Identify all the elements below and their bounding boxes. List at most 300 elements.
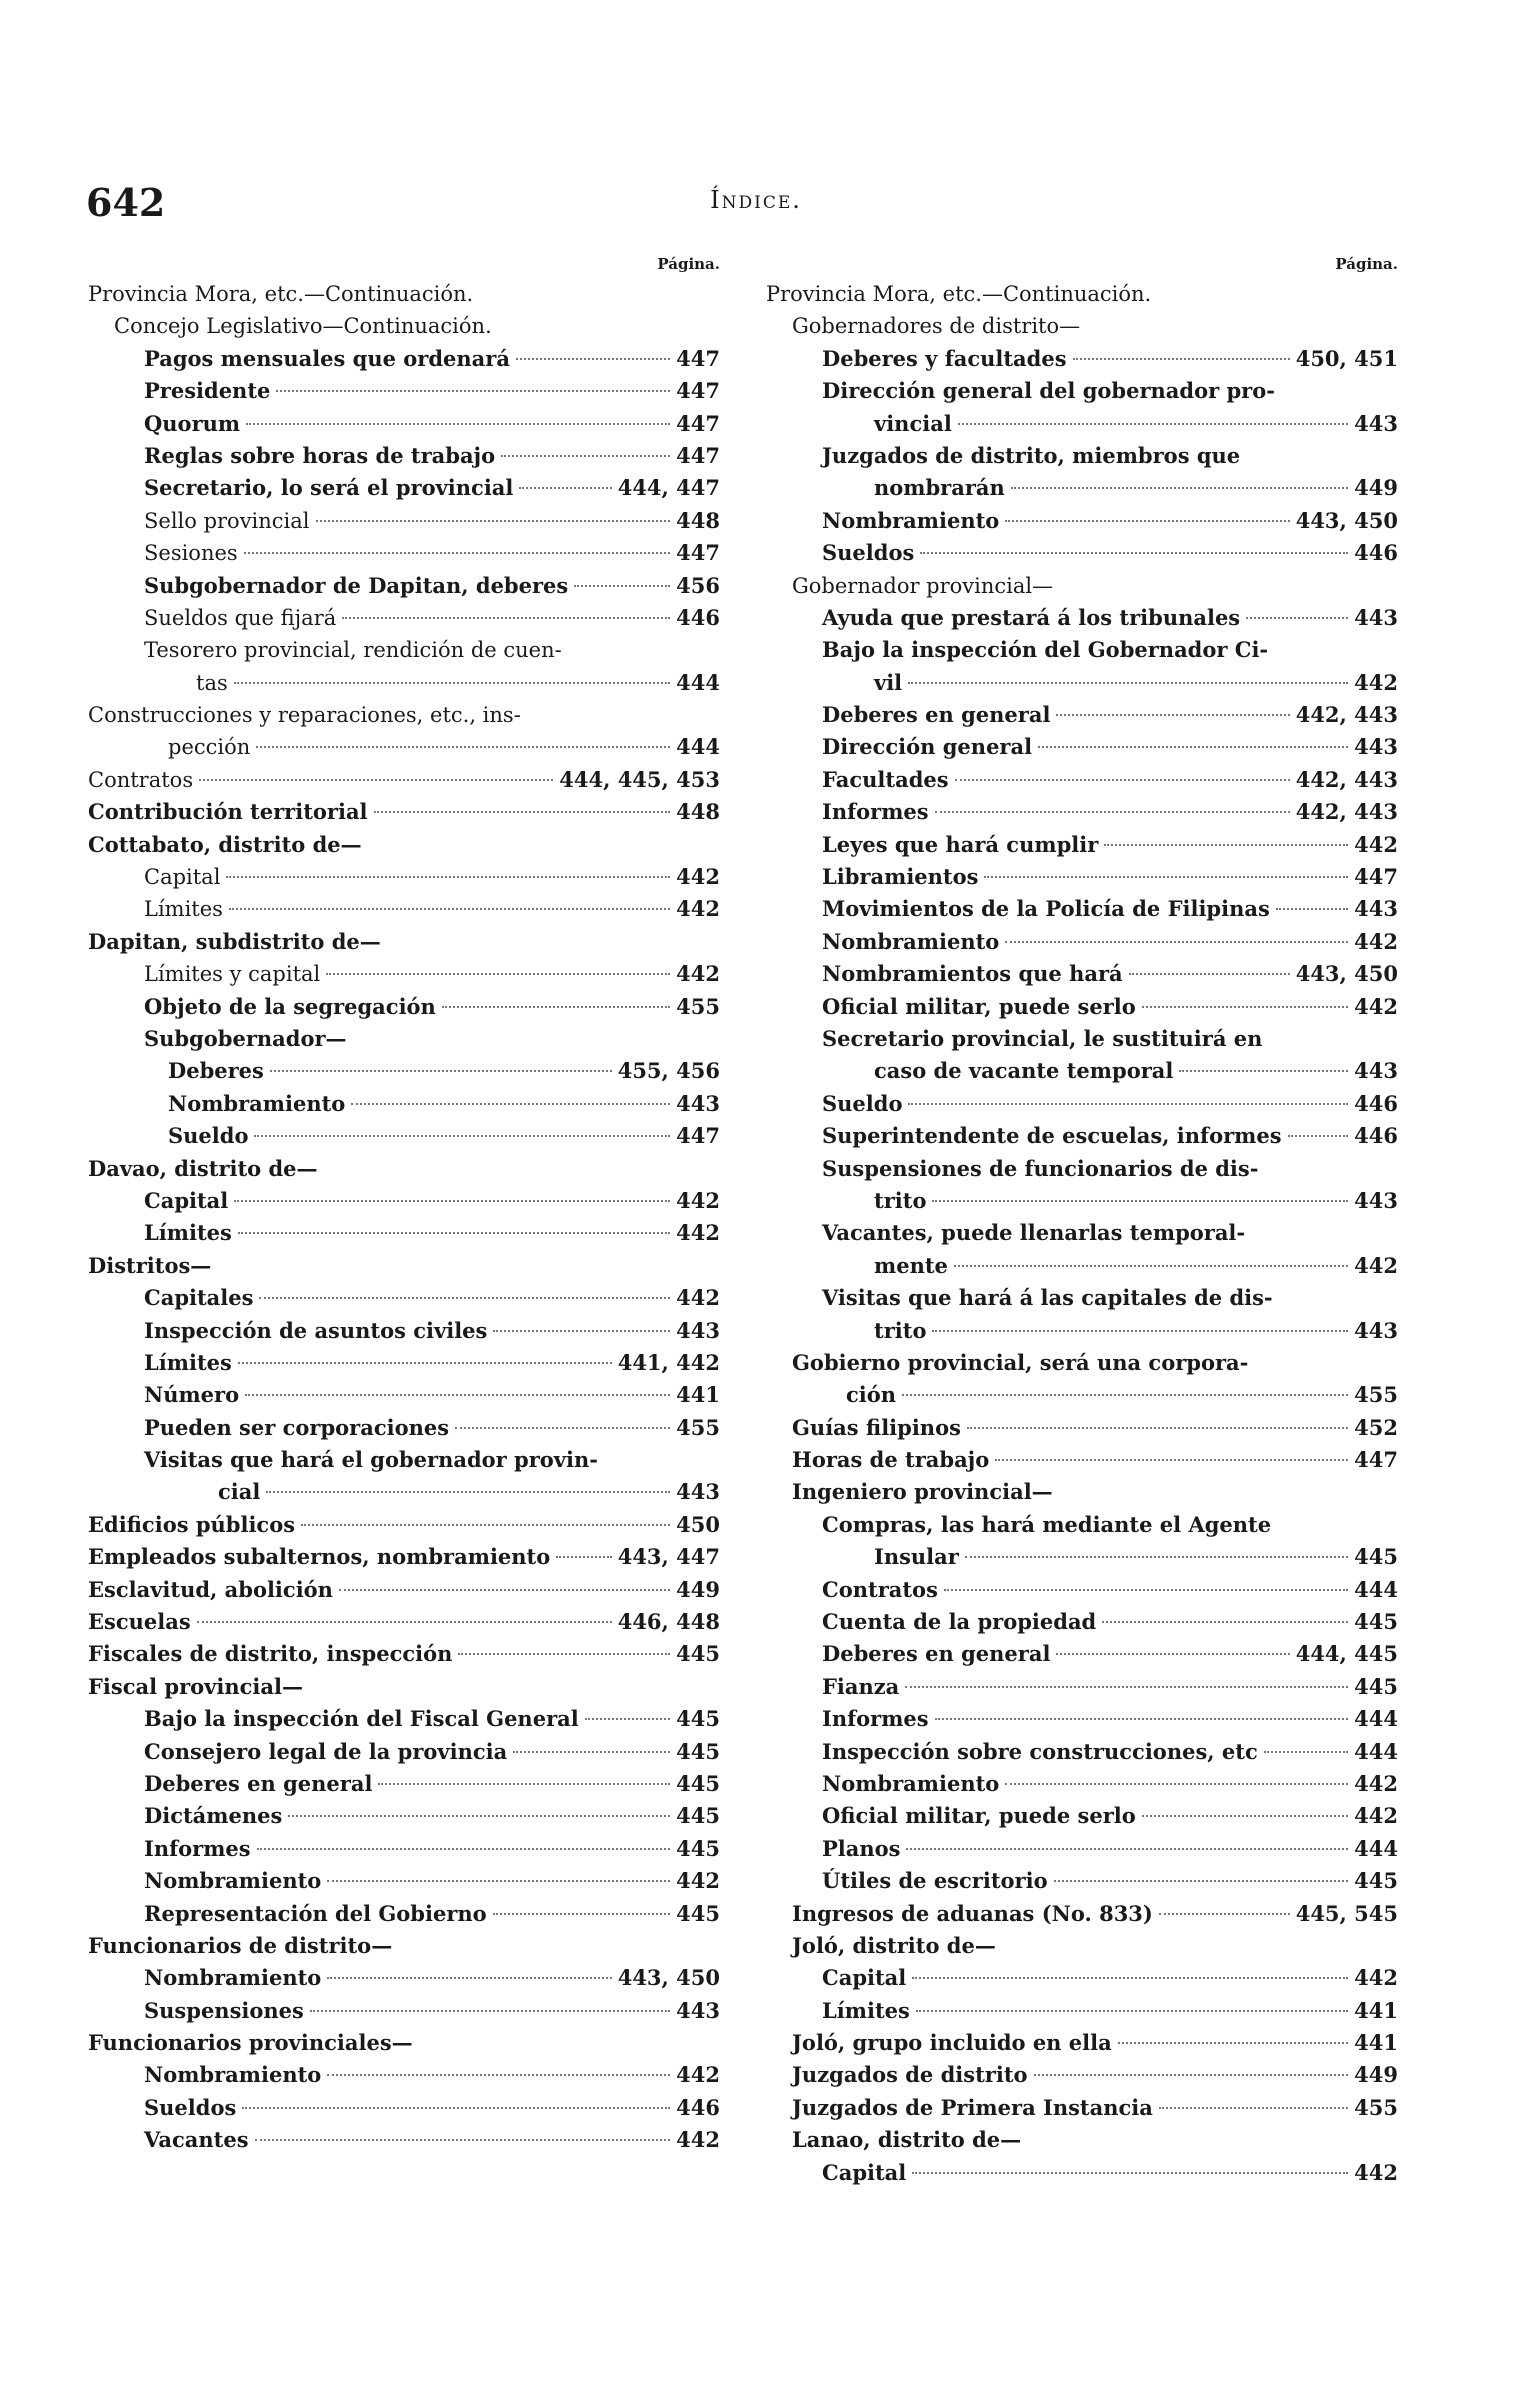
entry-label: Escuelas — [88, 1609, 191, 1635]
entry-label: Dirección general del gobernador pro- — [822, 378, 1275, 404]
entry-page-refs: 442 — [676, 1187, 720, 1213]
index-entry — [766, 1638, 1398, 1670]
dot-leader — [1104, 844, 1348, 846]
entry-page-refs: 446, 448 — [617, 1609, 720, 1635]
entry-label: cial — [218, 1479, 261, 1505]
entry-label: Funcionarios de distrito— — [88, 1932, 393, 1958]
entry-page-refs: 447 — [676, 345, 720, 371]
entry-label: Construcciones y reparaciones, etc., ins- — [88, 703, 521, 728]
dot-leader — [1011, 487, 1348, 489]
index-entry — [88, 408, 720, 440]
index-entry — [88, 1476, 720, 1508]
index-entry — [88, 537, 720, 569]
index-entry — [88, 958, 720, 990]
index-entry — [88, 1509, 720, 1541]
index-entry — [88, 570, 720, 602]
index-entry — [766, 343, 1398, 375]
entry-label: Gobernador provincial— — [792, 573, 1054, 598]
index-entry — [766, 1444, 1398, 1476]
dot-leader — [244, 552, 670, 554]
entry-page-refs: 442 — [676, 864, 720, 890]
index-entry — [766, 1315, 1398, 1347]
entry-label: Suspensiones — [144, 1997, 304, 2023]
dot-leader — [1073, 358, 1290, 360]
index-entry — [766, 893, 1398, 925]
dot-leader — [1288, 1135, 1349, 1137]
entry-page-refs: 443 — [1354, 734, 1398, 760]
entry-label: Límites — [822, 1997, 910, 2023]
entry-page-refs: 447 — [676, 410, 720, 436]
dot-leader — [1129, 973, 1290, 975]
entry-page-refs: 442, 443 — [1295, 799, 1398, 825]
index-entry — [766, 1833, 1398, 1865]
entry-page-refs: 444, 445, 453 — [559, 766, 720, 792]
index-entry — [88, 1962, 720, 1994]
entry-page-refs: 442 — [676, 2127, 720, 2153]
entry-label: Concejo Legislativo—Continuación. — [114, 314, 492, 339]
index-entry — [766, 1768, 1398, 1800]
dot-leader — [955, 779, 1290, 781]
entry-label: Sueldos — [822, 540, 915, 566]
entry-label: Inspección sobre construcciones, etc — [822, 1738, 1258, 1764]
entry-page-refs: 445 — [676, 1738, 720, 1764]
entry-page-refs: 444 — [1354, 1706, 1398, 1732]
entry-page-refs: 444, 445 — [1295, 1641, 1398, 1667]
dot-leader — [995, 1459, 1348, 1461]
index-entry — [766, 472, 1398, 504]
index-entry — [88, 1995, 720, 2027]
index-entry — [88, 1671, 720, 1703]
page-column-label: Página. — [657, 255, 720, 273]
index-entry — [766, 1153, 1398, 1185]
index-entry — [766, 310, 1398, 342]
index-entry — [88, 1898, 720, 1930]
dot-leader — [234, 682, 670, 684]
index-entry — [88, 1055, 720, 1087]
index-entry — [766, 731, 1398, 763]
entry-label: Objeto de la segregación — [144, 993, 436, 1019]
dot-leader — [1159, 2107, 1348, 2109]
dot-leader — [906, 1848, 1348, 1850]
entry-label: Inspección de asuntos civiles — [144, 1317, 488, 1343]
entry-page-refs: 452 — [1354, 1414, 1398, 1440]
entry-page-refs: 445 — [1354, 1673, 1398, 1699]
entry-label: Informes — [822, 799, 929, 825]
entry-page-refs: 442 — [1354, 1770, 1398, 1796]
entry-page-refs: 450 — [676, 1511, 720, 1537]
entry-page-refs: 442 — [1354, 928, 1398, 954]
entry-label: Guías filipinos — [792, 1414, 961, 1440]
index-entry — [88, 1347, 720, 1379]
entry-label: Vacantes — [144, 2127, 249, 2153]
entry-page-refs: 442 — [1354, 831, 1398, 857]
entry-label: Nombramiento — [144, 1868, 322, 1894]
page-header — [86, 180, 1426, 240]
entry-page-refs: 441, 442 — [617, 1349, 720, 1375]
dot-leader — [1179, 1070, 1348, 1072]
dot-leader — [378, 1783, 670, 1785]
index-entry — [766, 1088, 1398, 1120]
index-entry — [766, 1379, 1398, 1411]
index-entry — [88, 1379, 720, 1411]
index-entry — [766, 1606, 1398, 1638]
index-entry — [88, 861, 720, 893]
dot-leader — [984, 876, 1348, 878]
dot-leader — [912, 2172, 1348, 2174]
index-entry — [766, 861, 1398, 893]
entry-page-refs: 444 — [1354, 1738, 1398, 1764]
entry-label: Empleados subalternos, nombramiento — [88, 1544, 551, 1570]
dot-leader — [556, 1556, 611, 1558]
entry-label: ción — [846, 1382, 897, 1408]
index-entry — [88, 1574, 720, 1606]
dot-leader — [967, 1427, 1348, 1429]
entry-page-refs: 442 — [676, 961, 720, 987]
entry-page-refs: 443 — [1354, 1058, 1398, 1084]
entry-page-refs: 442 — [1354, 993, 1398, 1019]
entry-label: Sueldos — [144, 2094, 237, 2120]
dot-leader — [238, 1362, 612, 1364]
dot-leader — [301, 1524, 670, 1526]
dot-leader — [585, 1718, 670, 1720]
entry-page-refs: 442 — [676, 896, 720, 922]
entry-label: Suspensiones de funcionarios de dis- — [822, 1155, 1259, 1181]
entry-page-refs: 442, 443 — [1295, 702, 1398, 728]
index-entry — [766, 1898, 1398, 1930]
dot-leader — [327, 1977, 611, 1979]
index-entry — [766, 1412, 1398, 1444]
dot-leader — [259, 1297, 670, 1299]
entry-page-refs: 456 — [676, 572, 720, 598]
index-entry — [88, 1412, 720, 1444]
dot-leader — [1054, 1880, 1349, 1882]
entry-label: Subgobernador— — [144, 1025, 347, 1051]
entry-page-refs: 450, 451 — [1295, 345, 1398, 371]
entry-label: Dirección general — [822, 734, 1033, 760]
dot-leader — [326, 973, 670, 975]
dot-leader — [1005, 941, 1348, 943]
index-entry — [88, 1023, 720, 1055]
entry-label: Reglas sobre horas de trabajo — [144, 442, 496, 468]
entry-page-refs: 443 — [676, 1997, 720, 2023]
index-entry — [88, 796, 720, 828]
entry-page-refs: 446 — [1354, 1123, 1398, 1149]
index-entry — [88, 1315, 720, 1347]
entry-label: Joló, distrito de— — [792, 1932, 996, 1958]
dot-leader — [229, 908, 670, 910]
index-entry — [766, 1865, 1398, 1897]
entry-label: Capital — [144, 1187, 229, 1213]
entry-page-refs: 442 — [676, 1868, 720, 1894]
dot-leader — [288, 1815, 670, 1817]
index-entry — [88, 1217, 720, 1249]
entry-page-refs: 455, 456 — [617, 1058, 720, 1084]
index-entry — [766, 1282, 1398, 1314]
index-entry — [88, 699, 720, 731]
entry-page-refs: 447 — [676, 442, 720, 468]
index-entry — [766, 1055, 1398, 1087]
dot-leader — [920, 552, 1348, 554]
index-entry — [88, 1088, 720, 1120]
dot-leader — [493, 1330, 670, 1332]
entry-page-refs: 448 — [676, 799, 720, 825]
entry-label: Capital — [822, 2159, 907, 2185]
entry-label: Distritos— — [88, 1252, 212, 1278]
entry-page-refs: 447 — [1354, 864, 1398, 890]
entry-label: trito — [874, 1187, 927, 1213]
dot-leader — [493, 1913, 670, 1915]
entry-label: Presidente — [144, 378, 271, 404]
index-entry — [766, 505, 1398, 537]
dot-leader — [574, 585, 670, 587]
entry-label: Número — [144, 1382, 240, 1408]
dot-leader — [1159, 1913, 1290, 1915]
entry-label: Informes — [822, 1706, 929, 1732]
entry-page-refs: 443, 447 — [617, 1544, 720, 1570]
index-entry — [766, 1574, 1398, 1606]
entry-page-refs: 449 — [676, 1576, 720, 1602]
dot-leader — [255, 2139, 671, 2141]
entry-page-refs: 446 — [676, 2094, 720, 2120]
entry-label: Funcionarios provinciales— — [88, 2030, 413, 2056]
entry-page-refs: 441 — [676, 1382, 720, 1408]
index-entry — [88, 375, 720, 407]
entry-page-refs: 445 — [676, 1641, 720, 1667]
entry-label: Edificios públicos — [88, 1511, 296, 1537]
index-entry — [766, 958, 1398, 990]
entry-page-refs: 443, 450 — [1295, 961, 1398, 987]
entry-label: Juzgados de Primera Instancia — [792, 2094, 1153, 2120]
index-entries — [766, 278, 1398, 2189]
dot-leader — [501, 455, 670, 457]
page-column-label: Página. — [1335, 255, 1398, 273]
dot-leader — [916, 2010, 1348, 2012]
index-entry — [88, 472, 720, 504]
index-entry — [766, 667, 1398, 699]
entry-label: Bajo la inspección del Gobernador Ci- — [822, 637, 1269, 663]
index-entry — [88, 667, 720, 699]
entry-page-refs: 442 — [1354, 1965, 1398, 1991]
dot-leader — [342, 617, 670, 619]
entry-page-refs: 445 — [1354, 1868, 1398, 1894]
dot-leader — [954, 1265, 1348, 1267]
entry-page-refs: 443 — [1354, 604, 1398, 630]
entry-label: Nombramiento — [168, 1090, 346, 1116]
entry-label: Límites — [144, 1349, 232, 1375]
entry-label: Horas de trabajo — [792, 1447, 990, 1473]
entry-label: Sueldo — [168, 1123, 249, 1149]
index-entry — [766, 1930, 1398, 1962]
index-entry — [766, 375, 1398, 407]
index-entry — [766, 1509, 1398, 1541]
dot-leader — [1276, 908, 1348, 910]
index-entry — [766, 1962, 1398, 1994]
entry-label: pección — [168, 735, 251, 760]
dot-leader — [965, 1556, 1348, 1558]
index-entry — [766, 1185, 1398, 1217]
entry-label: Nombramiento — [144, 2062, 322, 2088]
dot-leader — [276, 390, 670, 392]
entry-page-refs: 445 — [676, 1770, 720, 1796]
dot-leader — [1005, 520, 1289, 522]
entry-page-refs: 441 — [1354, 1997, 1398, 2023]
entry-page-refs: 443 — [1354, 1317, 1398, 1343]
index-entry — [88, 2092, 720, 2124]
index-entry — [766, 2059, 1398, 2091]
entry-label: Contribución territorial — [88, 799, 368, 825]
entry-label: Informes — [144, 1835, 251, 1861]
index-entry — [88, 1250, 720, 1282]
entry-label: Cuenta de la propiedad — [822, 1609, 1097, 1635]
entry-label: Juzgados de distrito, miembros que — [822, 442, 1241, 468]
index-entry — [766, 2157, 1398, 2189]
entry-label: Nombramiento — [144, 1965, 322, 1991]
entry-page-refs: 443 — [1354, 896, 1398, 922]
dot-leader — [246, 423, 670, 425]
entry-label: Pueden ser corporaciones — [144, 1414, 450, 1440]
entry-label: Nombramiento — [822, 507, 1000, 533]
entry-label: Oficial militar, puede serlo — [822, 993, 1136, 1019]
entry-label: Quorum — [144, 410, 241, 436]
index-entry — [88, 1768, 720, 1800]
entry-page-refs: 446 — [1354, 540, 1398, 566]
entry-page-refs: 443 — [676, 1317, 720, 1343]
dot-leader — [908, 682, 1348, 684]
entry-label: Facultades — [822, 766, 949, 792]
entry-page-refs: 444, 447 — [617, 475, 720, 501]
entry-label: Capital — [822, 1965, 907, 1991]
entry-page-refs: 446 — [1354, 1090, 1398, 1116]
entry-page-refs: 445 — [1354, 1544, 1398, 1570]
entry-label: Vacantes, puede llenarlas temporal- — [822, 1220, 1246, 1246]
dot-leader — [1102, 1621, 1348, 1623]
index-entry — [766, 1541, 1398, 1573]
entry-page-refs: 444 — [1354, 1576, 1398, 1602]
dot-leader — [327, 1880, 670, 1882]
index-entry — [88, 1865, 720, 1897]
index-entry — [88, 1703, 720, 1735]
entry-label: Libramientos — [822, 864, 979, 890]
entry-label: caso de vacante temporal — [874, 1058, 1174, 1084]
entry-page-refs: 443, 450 — [1295, 507, 1398, 533]
dot-leader — [519, 487, 611, 489]
index-entry — [88, 2124, 720, 2156]
index-entries — [88, 278, 720, 2157]
entry-page-refs: 445 — [676, 1803, 720, 1829]
entry-label: Movimientos de la Policía de Filipinas — [822, 896, 1270, 922]
entry-page-refs: 455 — [1354, 2094, 1398, 2120]
entry-label: Visitas que hará á las capitales de dis- — [822, 1285, 1273, 1311]
dot-leader — [935, 1718, 1349, 1720]
entry-page-refs: 442 — [676, 1285, 720, 1311]
entry-label: Deberes en general — [144, 1770, 373, 1796]
index-entry — [766, 2092, 1398, 2124]
entry-label: Planos — [822, 1835, 901, 1861]
dot-leader — [932, 1200, 1348, 1202]
entry-label: Sueldo — [822, 1090, 903, 1116]
dot-leader — [310, 2010, 670, 2012]
entry-page-refs: 455 — [676, 1414, 720, 1440]
index-column-right — [766, 252, 1398, 2189]
entry-page-refs: 455 — [676, 993, 720, 1019]
dot-leader — [339, 1589, 670, 1591]
index-entry — [766, 440, 1398, 472]
index-entry — [88, 2059, 720, 2091]
dot-leader — [266, 1491, 670, 1493]
entry-label: Deberes y facultades — [822, 345, 1067, 371]
entry-page-refs: 447 — [1354, 1447, 1398, 1473]
entry-label: Compras, las hará mediante el Agente — [822, 1511, 1272, 1537]
entry-label: Útiles de escritorio — [822, 1868, 1048, 1894]
index-entry — [88, 1833, 720, 1865]
entry-label: Sesiones — [144, 541, 238, 566]
dot-leader — [245, 1394, 670, 1396]
index-entry — [88, 1444, 720, 1476]
entry-page-refs: 443 — [1354, 1187, 1398, 1213]
index-entry — [766, 1476, 1398, 1508]
index-entry — [766, 634, 1398, 666]
entry-page-refs: 444 — [676, 669, 720, 695]
index-entry — [766, 2124, 1398, 2156]
index-entry — [88, 1606, 720, 1638]
index-entry — [766, 1800, 1398, 1832]
entry-page-refs: 449 — [1354, 475, 1398, 501]
index-entry — [88, 926, 720, 958]
index-entry — [766, 1671, 1398, 1703]
entry-page-refs: 442, 443 — [1295, 766, 1398, 792]
entry-label: Subgobernador de Dapitan, deberes — [144, 572, 569, 598]
index-entry — [766, 991, 1398, 1023]
entry-label: Contratos — [822, 1576, 938, 1602]
running-head: Índice. — [710, 186, 802, 214]
entry-page-refs: 447 — [676, 540, 720, 566]
dot-leader — [199, 779, 553, 781]
entry-page-refs: 442 — [676, 1220, 720, 1246]
dot-leader — [234, 1200, 670, 1202]
entry-label: Oficial militar, puede serlo — [822, 1803, 1136, 1829]
index-entry — [766, 1120, 1398, 1152]
entry-label: vincial — [874, 410, 952, 436]
entry-page-refs: 445, 545 — [1295, 1900, 1398, 1926]
entry-label: Lanao, distrito de— — [792, 2127, 1022, 2153]
index-entry — [88, 634, 720, 666]
index-entry — [88, 829, 720, 861]
dot-leader — [254, 1135, 670, 1137]
index-entry — [766, 1995, 1398, 2027]
entry-label: Tesorero provincial, rendición de cuen- — [144, 638, 562, 663]
entry-label: Límites y capital — [144, 962, 321, 987]
index-entry — [88, 1638, 720, 1670]
entry-label: Insular — [874, 1544, 959, 1570]
entry-label: Superintendente de escuelas, informes — [822, 1123, 1282, 1149]
dot-leader — [908, 1103, 1348, 1105]
index-entry — [766, 602, 1398, 634]
entry-label: Gobernadores de distrito— — [792, 314, 1081, 339]
dot-leader — [374, 811, 671, 813]
dot-leader — [513, 1751, 670, 1753]
dot-leader — [935, 811, 1290, 813]
entry-label: Joló, grupo incluido en ella — [792, 2030, 1112, 2056]
entry-label: Consejero legal de la provincia — [144, 1738, 508, 1764]
dot-leader — [442, 1006, 670, 1008]
dot-leader — [1142, 1006, 1348, 1008]
entry-label: trito — [874, 1317, 927, 1343]
index-entry — [766, 1736, 1398, 1768]
dot-leader — [257, 1848, 671, 1850]
dot-leader — [1034, 2074, 1349, 2076]
dot-leader — [327, 2074, 670, 2076]
dot-leader — [902, 1394, 1348, 1396]
